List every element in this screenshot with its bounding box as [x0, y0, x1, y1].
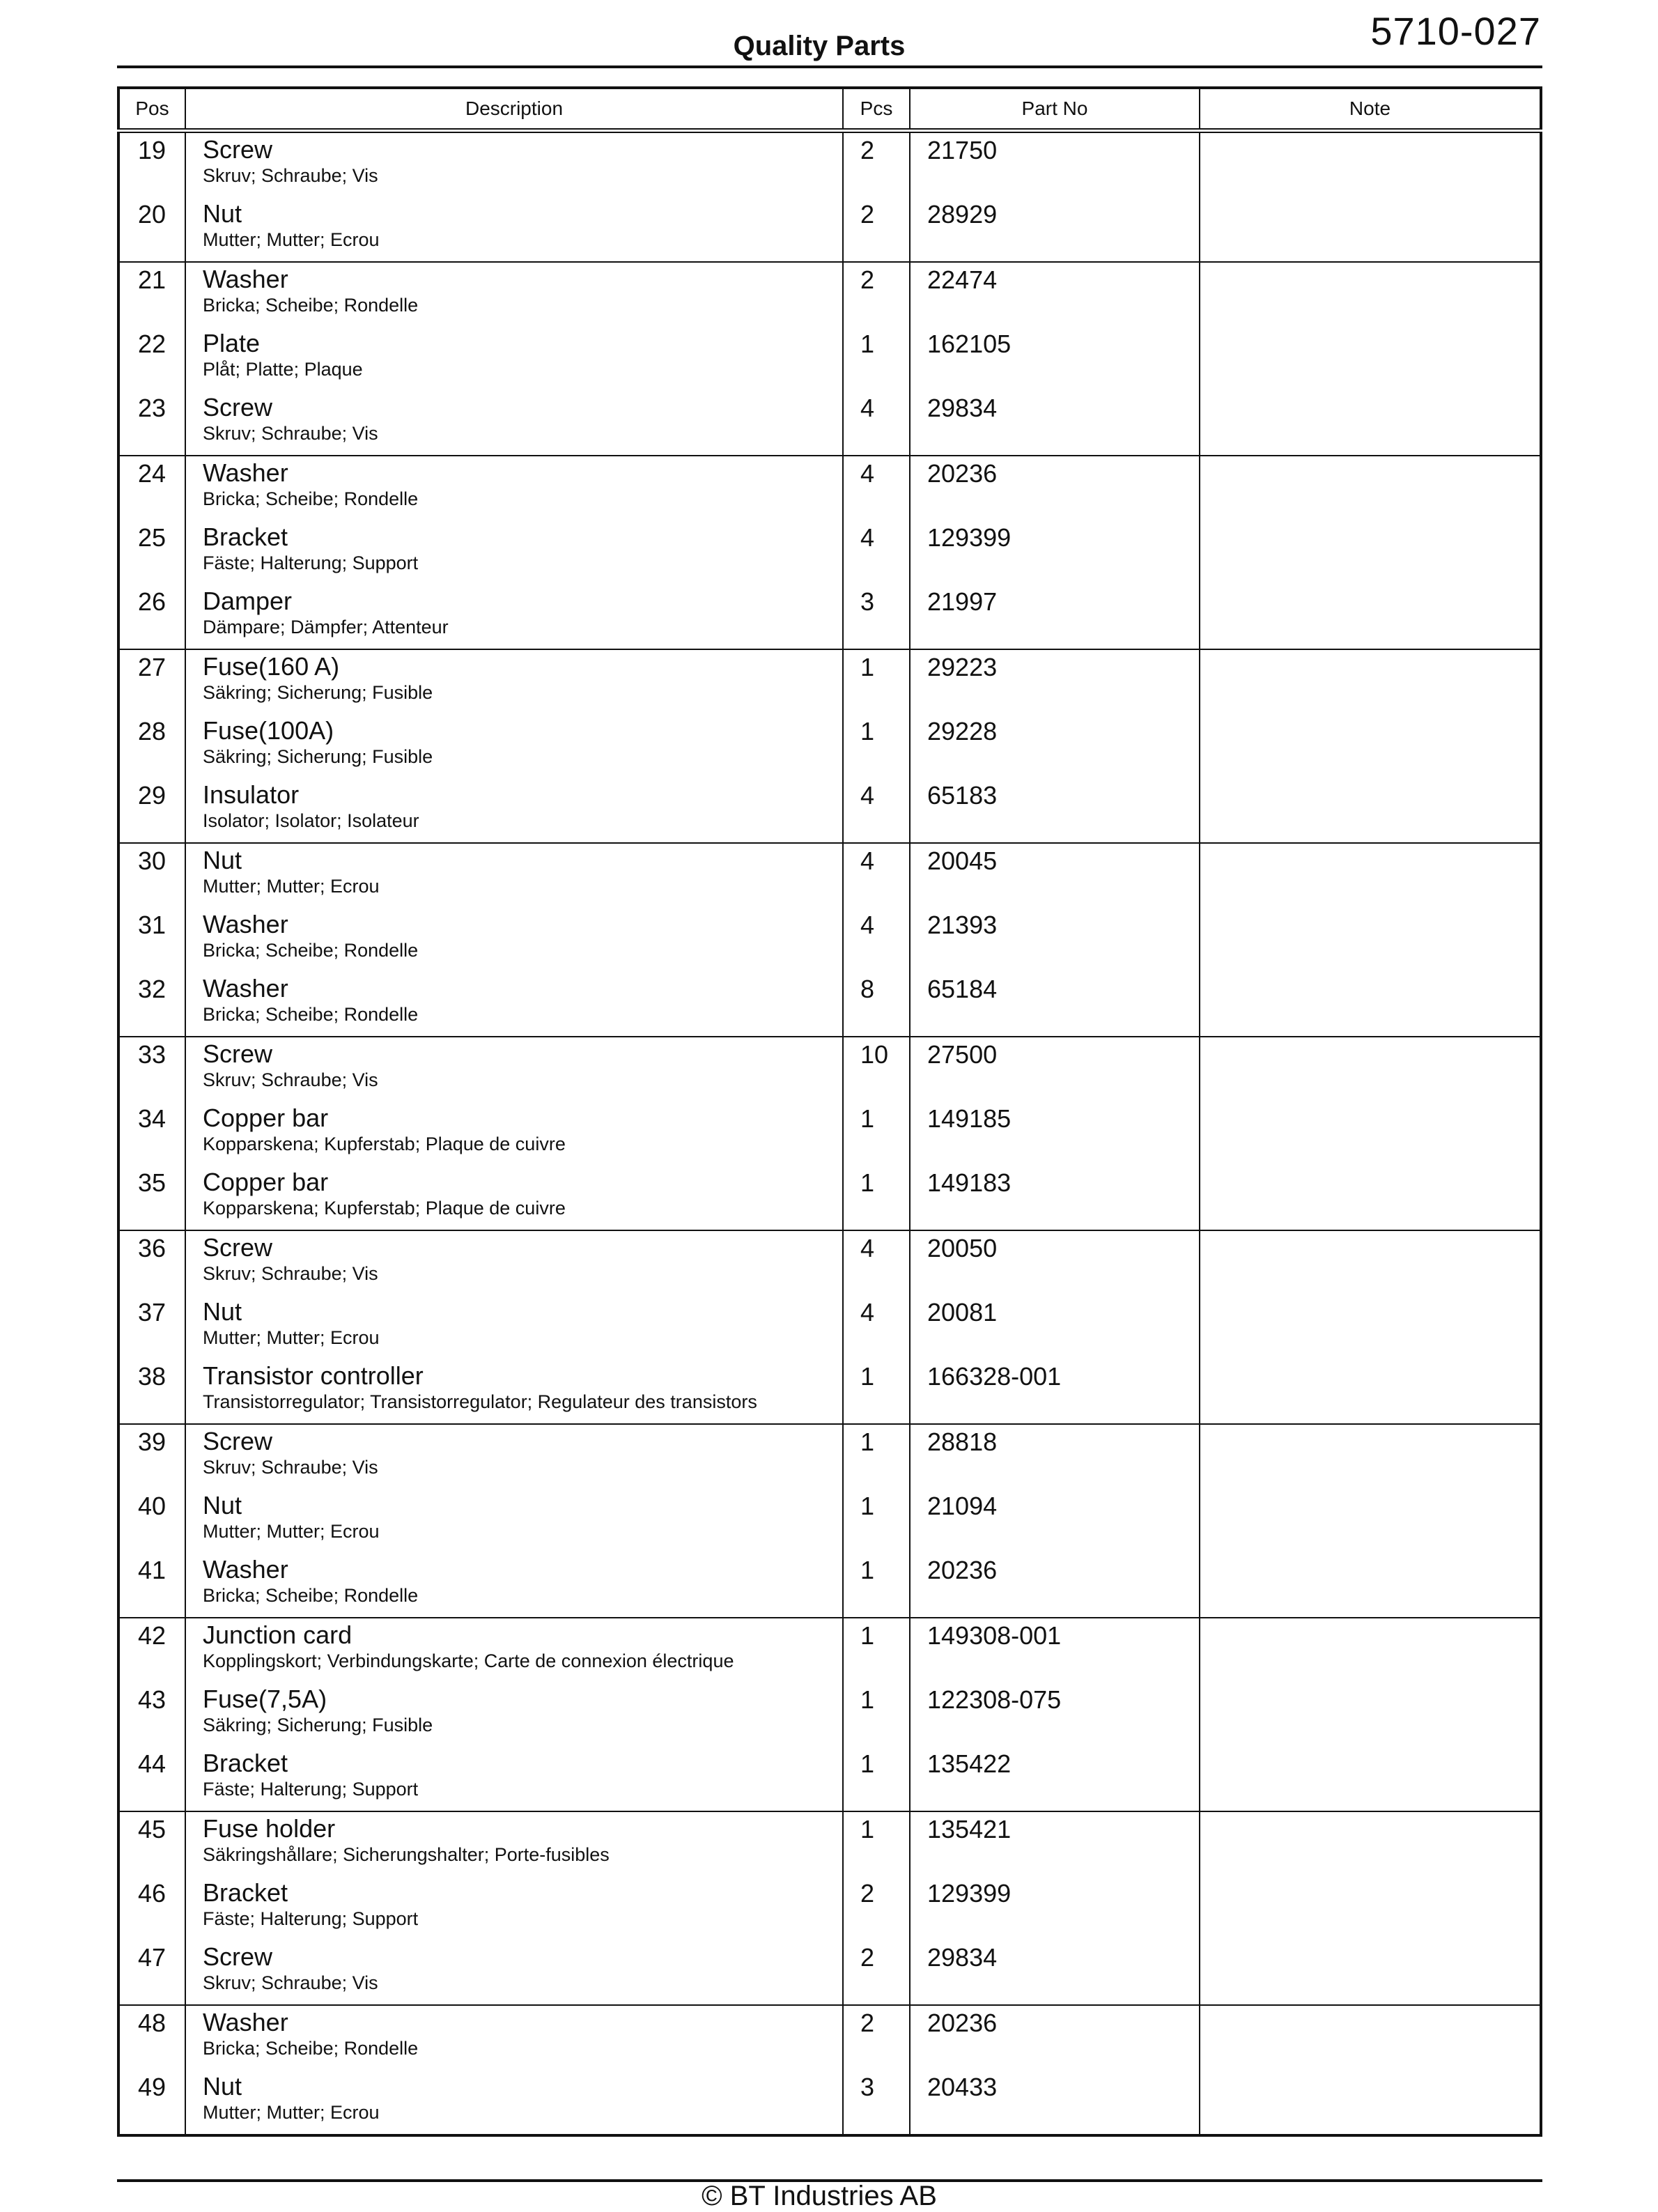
description-cell [185, 908, 843, 972]
part-translations: Skruv; Schraube; Vis [203, 165, 378, 186]
note-cell [1200, 2070, 1541, 2135]
table-body [118, 131, 1541, 2136]
pcs-cell: 2 [843, 1876, 910, 1940]
part-name: Bracket [203, 1749, 288, 1777]
note-cell [1200, 520, 1541, 585]
note-cell [1200, 1747, 1541, 1811]
description-cell [185, 1230, 843, 1295]
part-translations: Säkringshållare; Sicherungshalter; Porte-fusibles [203, 1844, 610, 1865]
part-name: Copper bar [203, 1104, 329, 1132]
description-cell [185, 714, 843, 778]
part-name: Junction card [203, 1621, 352, 1649]
table-row [118, 1295, 1541, 1359]
part-name: Nut [203, 2072, 242, 2101]
pos-cell: 44 [118, 1747, 185, 1811]
description-cell [185, 197, 843, 262]
pos-cell: 31 [118, 908, 185, 972]
pcs-cell: 2 [843, 1940, 910, 2005]
part-name: Screw [203, 1942, 273, 1971]
header-divider [117, 65, 1542, 68]
part-number-cell: 21997 [910, 585, 1200, 649]
part-number-cell: 29834 [910, 1940, 1200, 2005]
part-number-cell: 27500 [910, 1037, 1200, 1101]
pcs-cell: 1 [843, 1101, 910, 1166]
pcs-cell: 4 [843, 778, 910, 843]
description-cell [185, 1811, 843, 1876]
note-cell [1200, 714, 1541, 778]
pcs-cell: 2 [843, 197, 910, 262]
table-header [118, 88, 1541, 131]
pos-cell: 29 [118, 778, 185, 843]
table-row [118, 908, 1541, 972]
pos-cell: 41 [118, 1553, 185, 1618]
part-name: Screw [203, 1039, 273, 1068]
part-name: Fuse(100A) [203, 716, 334, 745]
part-translations: Bricka; Scheibe; Rondelle [203, 295, 419, 316]
description-cell [185, 2070, 843, 2135]
description-cell [185, 1683, 843, 1747]
part-number-cell: 20236 [910, 1553, 1200, 1618]
note-cell [1200, 1940, 1541, 2005]
pcs-cell: 8 [843, 972, 910, 1037]
note-cell [1200, 1876, 1541, 1940]
note-cell [1200, 131, 1541, 198]
note-cell [1200, 1489, 1541, 1553]
note-cell [1200, 1553, 1541, 1618]
pos-cell: 33 [118, 1037, 185, 1101]
part-number-cell: 20081 [910, 1295, 1200, 1359]
pos-cell: 36 [118, 1230, 185, 1295]
column-header-description: Description [185, 88, 843, 131]
pcs-cell: 4 [843, 520, 910, 585]
part-translations: Skruv; Schraube; Vis [203, 1972, 378, 1993]
description-cell [185, 1424, 843, 1489]
part-number-cell: 162105 [910, 327, 1200, 391]
pos-cell: 45 [118, 1811, 185, 1876]
pcs-cell: 4 [843, 843, 910, 908]
table-row [118, 1747, 1541, 1811]
pos-cell: 19 [118, 131, 185, 198]
document-number: 5710-027 [1370, 9, 1541, 53]
description-cell [185, 1747, 843, 1811]
description-cell [185, 391, 843, 456]
pcs-cell: 4 [843, 1295, 910, 1359]
part-name: Nut [203, 1297, 242, 1326]
pos-cell: 35 [118, 1166, 185, 1230]
pos-cell: 25 [118, 520, 185, 585]
part-translations: Skruv; Schraube; Vis [203, 423, 378, 444]
part-translations: Skruv; Schraube; Vis [203, 1263, 378, 1284]
part-number-cell: 29834 [910, 391, 1200, 456]
pcs-cell: 2 [843, 2005, 910, 2070]
part-translations: Bricka; Scheibe; Rondelle [203, 940, 419, 961]
column-header-note: Note [1200, 88, 1541, 131]
note-cell [1200, 908, 1541, 972]
pos-cell: 22 [118, 327, 185, 391]
part-number-cell: 166328-001 [910, 1359, 1200, 1424]
part-number-cell: 21750 [910, 131, 1200, 198]
description-cell [185, 972, 843, 1037]
table-row [118, 456, 1541, 520]
pcs-cell: 1 [843, 1166, 910, 1230]
part-number-cell: 28818 [910, 1424, 1200, 1489]
description-cell [185, 843, 843, 908]
part-number-cell: 21094 [910, 1489, 1200, 1553]
part-name: Bracket [203, 1878, 288, 1907]
part-translations: Mutter; Mutter; Ecrou [203, 1327, 380, 1348]
pos-cell: 39 [118, 1424, 185, 1489]
description-cell [185, 1876, 843, 1940]
note-cell [1200, 2005, 1541, 2070]
note-cell [1200, 197, 1541, 262]
part-number-cell: 21393 [910, 908, 1200, 972]
description-cell [185, 327, 843, 391]
part-number-cell: 129399 [910, 520, 1200, 585]
part-translations: Plåt; Platte; Plaque [203, 359, 363, 380]
part-translations: Fäste; Halterung; Support [203, 552, 419, 573]
pos-cell: 40 [118, 1489, 185, 1553]
description-cell [185, 1101, 843, 1166]
part-name: Screw [203, 1233, 273, 1262]
table-row [118, 714, 1541, 778]
parts-table [117, 86, 1542, 2137]
pos-cell: 23 [118, 391, 185, 456]
part-number-cell: 149308-001 [910, 1618, 1200, 1683]
pos-cell: 47 [118, 1940, 185, 2005]
pcs-cell: 10 [843, 1037, 910, 1101]
description-cell [185, 1295, 843, 1359]
pos-cell: 26 [118, 585, 185, 649]
note-cell [1200, 972, 1541, 1037]
note-cell [1200, 1101, 1541, 1166]
description-cell [185, 1359, 843, 1424]
part-number-cell: 20236 [910, 2005, 1200, 2070]
description-cell [185, 585, 843, 649]
part-translations: Transistorregulator; Transistorregulator; Regulateur des transistors [203, 1391, 757, 1412]
part-name: Nut [203, 199, 242, 228]
table-row [118, 262, 1541, 327]
description-cell [185, 1618, 843, 1683]
pcs-cell: 4 [843, 1230, 910, 1295]
part-number-cell: 129399 [910, 1876, 1200, 1940]
pos-cell: 42 [118, 1618, 185, 1683]
part-name: Screw [203, 135, 273, 164]
table-row [118, 197, 1541, 262]
note-cell [1200, 1037, 1541, 1101]
part-name: Washer [203, 458, 288, 487]
description-cell [185, 649, 843, 714]
part-number-cell: 149185 [910, 1101, 1200, 1166]
part-name: Nut [203, 846, 242, 874]
pcs-cell: 1 [843, 1489, 910, 1553]
table-row [118, 1489, 1541, 1553]
part-name: Bracket [203, 523, 288, 551]
part-number-cell: 20050 [910, 1230, 1200, 1295]
description-cell [185, 2005, 843, 2070]
note-cell [1200, 1424, 1541, 1489]
table-row [118, 1101, 1541, 1166]
part-translations: Kopparskena; Kupferstab; Plaque de cuivre [203, 1134, 566, 1154]
page-title: Quality Parts [733, 31, 906, 61]
part-name: Copper bar [203, 1168, 329, 1196]
note-cell [1200, 1359, 1541, 1424]
pcs-cell: 1 [843, 1424, 910, 1489]
part-translations: Fäste; Halterung; Support [203, 1908, 419, 1929]
note-cell [1200, 456, 1541, 520]
table-row [118, 1811, 1541, 1876]
note-cell [1200, 262, 1541, 327]
pos-cell: 43 [118, 1683, 185, 1747]
table-row [118, 1553, 1541, 1618]
pcs-cell: 1 [843, 649, 910, 714]
pcs-cell: 2 [843, 131, 910, 198]
part-translations: Säkring; Sicherung; Fusible [203, 1715, 433, 1735]
part-number-cell: 135421 [910, 1811, 1200, 1876]
column-header-part-no: Part No [910, 88, 1200, 131]
part-number-cell: 29228 [910, 714, 1200, 778]
note-cell [1200, 1811, 1541, 1876]
part-name: Washer [203, 974, 288, 1003]
part-number-cell: 20236 [910, 456, 1200, 520]
table-row [118, 972, 1541, 1037]
table-row [118, 1359, 1541, 1424]
table-row [118, 778, 1541, 843]
part-translations: Kopplingskort; Verbindungskarte; Carte de connexion électrique [203, 1650, 734, 1671]
part-name: Screw [203, 393, 273, 421]
pos-cell: 24 [118, 456, 185, 520]
table-row [118, 1876, 1541, 1940]
pcs-cell: 3 [843, 2070, 910, 2135]
pos-cell: 46 [118, 1876, 185, 1940]
pcs-cell: 4 [843, 456, 910, 520]
pos-cell: 48 [118, 2005, 185, 2070]
pcs-cell: 2 [843, 262, 910, 327]
pcs-cell: 1 [843, 1683, 910, 1747]
pcs-cell: 4 [843, 908, 910, 972]
description-cell [185, 131, 843, 198]
description-cell [185, 778, 843, 843]
part-name: Washer [203, 910, 288, 938]
part-name: Transistor controller [203, 1361, 424, 1390]
note-cell [1200, 1618, 1541, 1683]
part-name: Nut [203, 1491, 242, 1519]
part-translations: Säkring; Sicherung; Fusible [203, 682, 433, 703]
note-cell [1200, 391, 1541, 456]
pos-cell: 34 [118, 1101, 185, 1166]
part-name: Washer [203, 1555, 288, 1584]
note-cell [1200, 1166, 1541, 1230]
part-translations: Bricka; Scheibe; Rondelle [203, 1585, 419, 1606]
part-translations: Skruv; Schraube; Vis [203, 1069, 378, 1090]
part-translations: Skruv; Schraube; Vis [203, 1457, 378, 1478]
note-cell [1200, 649, 1541, 714]
part-translations: Isolator; Isolator; Isolateur [203, 810, 419, 831]
pcs-cell: 1 [843, 1747, 910, 1811]
part-translations: Fäste; Halterung; Support [203, 1779, 419, 1800]
pos-cell: 27 [118, 649, 185, 714]
pcs-cell: 1 [843, 1811, 910, 1876]
pcs-cell: 1 [843, 327, 910, 391]
table-row [118, 2005, 1541, 2070]
part-translations: Säkring; Sicherung; Fusible [203, 746, 433, 767]
note-cell [1200, 585, 1541, 649]
table-row [118, 1037, 1541, 1101]
part-number-cell: 20045 [910, 843, 1200, 908]
part-name: Insulator [203, 780, 300, 809]
part-translations: Dämpare; Dämpfer; Attenteur [203, 617, 449, 637]
part-number-cell: 29223 [910, 649, 1200, 714]
part-name: Fuse(160 A) [203, 652, 340, 681]
copyright-text: © BT Industries AB [702, 2181, 937, 2211]
part-number-cell: 149183 [910, 1166, 1200, 1230]
table-row [118, 1230, 1541, 1295]
header-row [118, 88, 1541, 131]
table-row [118, 131, 1541, 198]
column-header-pos: Pos [118, 88, 185, 131]
table-row [118, 1683, 1541, 1747]
part-number-cell: 20433 [910, 2070, 1200, 2135]
description-cell [185, 1489, 843, 1553]
part-name: Damper [203, 587, 293, 615]
part-name: Screw [203, 1427, 273, 1455]
table-row [118, 391, 1541, 456]
part-number-cell: 28929 [910, 197, 1200, 262]
description-cell [185, 262, 843, 327]
part-translations: Bricka; Scheibe; Rondelle [203, 488, 419, 509]
part-translations: Kopparskena; Kupferstab; Plaque de cuivre [203, 1198, 566, 1219]
part-number-cell: 65183 [910, 778, 1200, 843]
part-translations: Bricka; Scheibe; Rondelle [203, 1004, 419, 1025]
pcs-cell: 3 [843, 585, 910, 649]
part-name: Fuse(7,5A) [203, 1685, 327, 1713]
table-row [118, 843, 1541, 908]
description-cell [185, 1553, 843, 1618]
pcs-cell: 1 [843, 1618, 910, 1683]
pcs-cell: 1 [843, 714, 910, 778]
part-translations: Mutter; Mutter; Ecrou [203, 1521, 380, 1542]
note-cell [1200, 1230, 1541, 1295]
pcs-cell: 1 [843, 1359, 910, 1424]
part-number-cell: 135422 [910, 1747, 1200, 1811]
pos-cell: 32 [118, 972, 185, 1037]
note-cell [1200, 778, 1541, 843]
table-row [118, 327, 1541, 391]
pos-cell: 38 [118, 1359, 185, 1424]
description-cell [185, 1166, 843, 1230]
part-translations: Mutter; Mutter; Ecrou [203, 876, 380, 897]
note-cell [1200, 843, 1541, 908]
table-row [118, 1618, 1541, 1683]
part-name: Washer [203, 2008, 288, 2036]
part-number-cell: 65184 [910, 972, 1200, 1037]
pos-cell: 37 [118, 1295, 185, 1359]
part-number-cell: 22474 [910, 262, 1200, 327]
column-header-pcs: Pcs [843, 88, 910, 131]
note-cell [1200, 1295, 1541, 1359]
table-row [118, 520, 1541, 585]
table-row [118, 2070, 1541, 2135]
pos-cell: 28 [118, 714, 185, 778]
description-cell [185, 520, 843, 585]
description-cell [185, 456, 843, 520]
description-cell [185, 1037, 843, 1101]
table-row [118, 1166, 1541, 1230]
part-name: Washer [203, 265, 288, 293]
pcs-cell: 1 [843, 1553, 910, 1618]
part-translations: Mutter; Mutter; Ecrou [203, 2102, 380, 2123]
table-row [118, 1940, 1541, 2005]
pos-cell: 21 [118, 262, 185, 327]
pos-cell: 49 [118, 2070, 185, 2135]
part-name: Plate [203, 329, 261, 357]
pos-cell: 20 [118, 197, 185, 262]
description-cell [185, 1940, 843, 2005]
note-cell [1200, 327, 1541, 391]
table-row [118, 585, 1541, 649]
pos-cell: 30 [118, 843, 185, 908]
part-name: Fuse holder [203, 1814, 336, 1843]
table-row [118, 1424, 1541, 1489]
part-number-cell: 122308-075 [910, 1683, 1200, 1747]
part-translations: Mutter; Mutter; Ecrou [203, 229, 380, 250]
part-translations: Bricka; Scheibe; Rondelle [203, 2038, 419, 2059]
table-row [118, 649, 1541, 714]
note-cell [1200, 1683, 1541, 1747]
pcs-cell: 4 [843, 391, 910, 456]
